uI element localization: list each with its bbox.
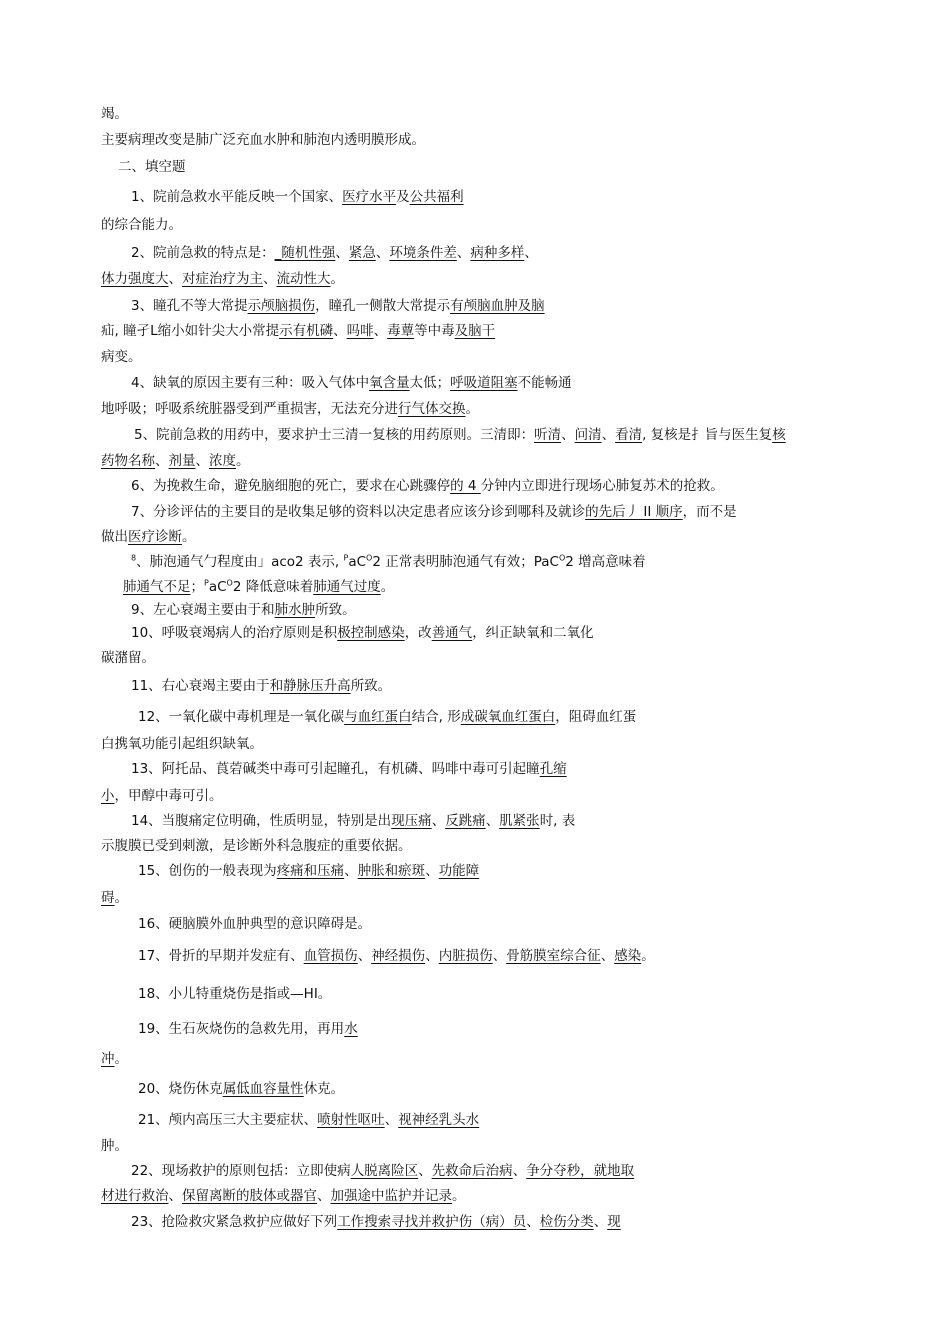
underlined-answer: 反跳痛 bbox=[445, 813, 486, 829]
underlined-answer: 环境条件差 bbox=[389, 245, 457, 261]
text-segment: 22、现场救护的原则包括：立即使病 bbox=[131, 1163, 351, 1179]
text-segment: 、肺泡通气勹程度由」aco2 表示, bbox=[136, 554, 344, 570]
underlined-answer: 及脑干 bbox=[454, 323, 496, 339]
text-segment: 。 bbox=[236, 453, 250, 469]
underlined-answer: 病种多样 bbox=[470, 245, 525, 261]
text-segment: 7、分诊评估的主要目的是收集足够的资料以决定患者应该分诊到哪科及就诊 bbox=[131, 504, 586, 520]
text-segment: 19、生石灰烧伤的急救先用，再用 bbox=[138, 1021, 345, 1037]
text-segment: ，而不是 bbox=[682, 504, 737, 520]
underlined-answer: 极控制感染 bbox=[337, 625, 405, 641]
text-line bbox=[131, 1162, 634, 1180]
text-segment: 不能畅通 bbox=[517, 375, 572, 391]
text-line bbox=[118, 158, 186, 176]
text-segment: 碳潴留。 bbox=[101, 650, 155, 666]
underlined-answer: 视神经乳头水 bbox=[398, 1112, 480, 1128]
text-line bbox=[131, 297, 545, 315]
text-line bbox=[101, 452, 250, 470]
underlined-answer: 肺水肿 bbox=[274, 602, 316, 618]
text-segment: 病变。 bbox=[101, 349, 142, 365]
text-segment: 等中毒 bbox=[414, 323, 455, 339]
text-segment: 、 bbox=[333, 323, 347, 339]
text-segment: ，改 bbox=[404, 625, 432, 641]
text-segment: 、 bbox=[168, 271, 182, 287]
text-segment: 14、当腹痛定位明确，性质明显，特别是出 bbox=[131, 813, 392, 829]
underlined-answer: 保留离断的肢体或器官 bbox=[182, 1188, 317, 1204]
underlined-answer: 肿胀和瘀斑 bbox=[357, 863, 426, 879]
underlined-answer: 的 4 bbox=[450, 478, 481, 494]
underlined-answer: 氧含量 bbox=[369, 375, 410, 391]
text-line bbox=[101, 649, 155, 667]
text-line bbox=[131, 1213, 621, 1231]
underlined-answer: 紧急 bbox=[348, 245, 376, 261]
text-line bbox=[101, 1137, 128, 1155]
text-segment: 5、院前急救的用药中，要求护士三清一复核的用药原则。三清即： bbox=[134, 427, 535, 443]
underlined-answer: 毒蕈 bbox=[387, 323, 415, 339]
text-line bbox=[138, 1020, 358, 1038]
text-segment: 、 bbox=[357, 948, 372, 964]
text-segment: 3、瞳孔不等大常提 bbox=[131, 298, 248, 314]
underlined-answer: 水 bbox=[344, 1021, 358, 1037]
text-segment: 休克。 bbox=[303, 1081, 345, 1097]
text-segment: ； bbox=[190, 579, 204, 595]
text-segment: 二、填空题 bbox=[118, 159, 186, 175]
underlined-answer: 医疗水平 bbox=[342, 189, 397, 205]
underlined-answer: 浓度 bbox=[209, 453, 236, 469]
text-segment: 主要病理改变是肺广泛充血水肿和肺泡内透明膜形成。 bbox=[101, 132, 425, 148]
underlined-answer: 人脱离险区 bbox=[350, 1163, 419, 1179]
underlined-answer: 核 bbox=[772, 427, 786, 443]
text-segment: 、 bbox=[600, 948, 615, 964]
text-segment: 及 bbox=[396, 189, 410, 205]
text-line bbox=[101, 131, 425, 149]
text-segment: 、 bbox=[524, 245, 538, 261]
text-line bbox=[138, 985, 331, 1003]
text-segment: 15、创伤的一般表现为 bbox=[138, 863, 277, 879]
text-line bbox=[138, 708, 636, 726]
text-segment: 。 bbox=[452, 1188, 466, 1204]
text-segment: 16、硬脑膜外血肿典型的意识障碍是。 bbox=[138, 916, 372, 932]
superscript-text: 8 bbox=[131, 553, 137, 563]
underlined-answer: 内脏损伤 bbox=[438, 948, 493, 964]
text-segment: 、 bbox=[485, 813, 500, 829]
superscript-text: O bbox=[558, 553, 566, 563]
underlined-answer: 感染 bbox=[614, 948, 642, 964]
text-segment: 。 bbox=[182, 529, 196, 545]
text-segment: 21、颅内高压三大主要症状、 bbox=[138, 1112, 318, 1128]
text-segment: 、 bbox=[425, 863, 439, 879]
text-segment: 4、缺氧的原因主要有三种：吸入气体中 bbox=[131, 375, 370, 391]
text-line bbox=[101, 400, 479, 418]
underlined-answer: 孔缩 bbox=[539, 761, 567, 777]
text-segment: 11、右心衰竭主要由于 bbox=[131, 678, 270, 694]
text-segment: 18、小儿特重烧伤是指或—HI。 bbox=[138, 986, 332, 1002]
text-segment: 12、一氧化碳中毒机理是一氧化碳 bbox=[138, 709, 345, 725]
text-segment: 、 bbox=[335, 245, 349, 261]
text-line bbox=[101, 270, 344, 288]
text-segment: 疝 bbox=[101, 323, 115, 339]
text-segment: aC bbox=[208, 579, 227, 595]
text-line bbox=[138, 1080, 344, 1098]
text-line bbox=[131, 760, 567, 778]
underlined-answer: _随机性强 bbox=[274, 245, 336, 261]
superscript-text: O bbox=[226, 578, 233, 588]
superscript-text: O bbox=[366, 553, 373, 563]
underlined-answer: 属低血容量性 bbox=[222, 1081, 304, 1097]
text-segment: 17、骨折的早期并发症有、 bbox=[138, 948, 304, 964]
text-segment: 1、院前急救水平能反映一个国家、 bbox=[131, 189, 343, 205]
text-segment: 13、阿托品、莨菪碱类中毒可引起瞳孔，有机磷、吗啡中毒可引起瞳 bbox=[131, 761, 540, 777]
text-segment: 所致。 bbox=[350, 678, 392, 694]
text-segment: 2、院前急救的特点是： bbox=[131, 245, 275, 261]
text-line bbox=[131, 477, 724, 495]
text-segment: 。 bbox=[114, 890, 128, 906]
underlined-answer: 的先后丿 II 顺序 bbox=[585, 504, 683, 520]
underlined-answer: 争分夺秒，就地取 bbox=[526, 1163, 635, 1179]
text-segment: 10、呼吸衰竭病人的治疗原则是积 bbox=[131, 625, 338, 641]
underlined-answer: 体力强度大 bbox=[101, 271, 169, 287]
text-line bbox=[101, 348, 142, 366]
text-line bbox=[101, 787, 223, 805]
underlined-answer: 有颅脑血肿及脑 bbox=[450, 298, 545, 314]
text-line bbox=[101, 528, 196, 546]
underlined-answer: 肺通气不足 bbox=[123, 579, 191, 595]
underlined-answer: 看清 bbox=[615, 427, 643, 443]
text-line bbox=[101, 322, 495, 340]
text-segment: 2 降低意味着 bbox=[232, 579, 314, 595]
underlined-answer: 剂量 bbox=[168, 453, 196, 469]
underlined-answer: 碍 bbox=[101, 890, 115, 906]
text-segment: 地呼吸；呼吸系统脏器受到严重损害，无法充分进 bbox=[101, 401, 398, 417]
text-segment: , 瞳孑L缩小如针尖大小常提 bbox=[114, 323, 280, 339]
text-segment: ，甲醇中毒可引。 bbox=[114, 788, 223, 804]
underlined-answer: 加强途中监护并记录 bbox=[330, 1188, 452, 1204]
underlined-answer: 材进行救治 bbox=[101, 1188, 169, 1204]
superscript-text: P bbox=[204, 578, 209, 588]
text-segment: 、 bbox=[317, 1188, 331, 1204]
text-segment: 、 bbox=[263, 271, 277, 287]
text-segment: 、 bbox=[168, 1188, 182, 1204]
text-segment: 、 bbox=[431, 813, 446, 829]
superscript-text: P bbox=[343, 553, 349, 563]
text-segment: 、 bbox=[195, 453, 209, 469]
text-segment: 、 bbox=[375, 245, 390, 261]
text-segment: ，瞳孔一侧散大常提示 bbox=[315, 298, 451, 314]
text-segment: 、 bbox=[384, 1112, 399, 1128]
text-line bbox=[138, 1111, 479, 1129]
text-line bbox=[138, 915, 371, 933]
underlined-answer: 与血红蛋白 bbox=[344, 709, 412, 725]
text-segment: 白携氧功能引起组织缺氧。 bbox=[101, 736, 263, 752]
underlined-answer: 肌紧张 bbox=[499, 813, 540, 829]
text-segment: 。 bbox=[380, 579, 395, 595]
text-segment: 竭。 bbox=[101, 106, 128, 122]
text-segment: 、 bbox=[155, 453, 169, 469]
text-segment: 20、烧伤休克 bbox=[138, 1081, 223, 1097]
text-line bbox=[131, 624, 594, 642]
underlined-answer: 先救命后治病 bbox=[431, 1163, 513, 1179]
text-segment: 、 bbox=[512, 1163, 527, 1179]
text-segment: 、 bbox=[601, 427, 616, 443]
text-line bbox=[101, 105, 128, 123]
text-segment: 做出 bbox=[101, 529, 128, 545]
text-segment: 太低； bbox=[409, 375, 451, 391]
underlined-answer: 流动性大 bbox=[276, 271, 331, 287]
text-line bbox=[131, 374, 572, 392]
underlined-answer: 现压痛 bbox=[391, 813, 432, 829]
underlined-answer: 现 bbox=[607, 1214, 621, 1230]
text-line bbox=[123, 578, 394, 596]
underlined-answer: 疼痛和压痛 bbox=[276, 863, 345, 879]
underlined-answer: 示有机磷 bbox=[279, 323, 334, 339]
underlined-answer: 神经损伤 bbox=[371, 948, 426, 964]
text-line bbox=[101, 1187, 466, 1205]
text-segment: 时, 表 bbox=[539, 813, 576, 829]
text-line bbox=[131, 503, 737, 521]
underlined-answer: 善通气 bbox=[431, 625, 473, 641]
underlined-answer: 工作搜索寻找并救护伤（病）员 bbox=[337, 1214, 527, 1230]
text-segment: 2 增高意味着 bbox=[565, 554, 646, 570]
underlined-answer: 功能障 bbox=[438, 863, 480, 879]
underlined-answer: 医疗诊断 bbox=[128, 529, 182, 545]
text-segment: 、 bbox=[456, 245, 471, 261]
text-segment: 结合, 形 bbox=[411, 709, 461, 725]
text-line bbox=[131, 244, 538, 262]
text-line bbox=[131, 553, 646, 571]
underlined-answer: 血管损伤 bbox=[303, 948, 358, 964]
text-segment: 、 bbox=[418, 1163, 432, 1179]
text-segment: ，纠正缺氧和二氧化 bbox=[472, 625, 594, 641]
underlined-answer: 肺通气过度 bbox=[313, 579, 381, 595]
text-line bbox=[101, 1050, 128, 1068]
underlined-answer: 药物名称 bbox=[101, 453, 155, 469]
text-segment: 、 bbox=[561, 427, 575, 443]
text-segment: 肿。 bbox=[101, 1138, 128, 1154]
text-segment: 。 bbox=[465, 401, 479, 417]
text-segment: 2 正常表明肺泡通气有效；PaC bbox=[372, 554, 559, 570]
text-line bbox=[101, 837, 412, 855]
underlined-answer: 吗啡 bbox=[346, 323, 374, 339]
text-segment: 、 bbox=[492, 948, 507, 964]
underlined-answer: 冲 bbox=[101, 1051, 115, 1067]
text-segment: 、 bbox=[526, 1214, 540, 1230]
underlined-answer: 骨筋膜室综合征 bbox=[506, 948, 601, 964]
underlined-answer: 问清 bbox=[574, 427, 602, 443]
text-line bbox=[134, 426, 786, 444]
text-segment: 、 bbox=[593, 1214, 608, 1230]
text-segment: 。 bbox=[330, 271, 344, 287]
text-segment: 示腹膜已受到刺激，是诊断外科急腹症的重要依据。 bbox=[101, 838, 412, 854]
text-segment: 、 bbox=[344, 863, 358, 879]
underlined-answer: 检伤分类 bbox=[539, 1214, 594, 1230]
text-segment: 的综合能力。 bbox=[101, 217, 182, 233]
underlined-answer: 呼吸道阻塞 bbox=[450, 375, 518, 391]
text-line bbox=[131, 677, 391, 695]
underlined-answer: 行气体交换 bbox=[398, 401, 466, 417]
underlined-answer: 对症治疗为主 bbox=[182, 271, 263, 287]
text-segment: aC bbox=[348, 554, 367, 570]
text-line bbox=[138, 947, 655, 965]
text-line bbox=[101, 216, 182, 234]
text-segment: 6、为挽救生命，避免脑细胞的死亡，要求在心跳骤停 bbox=[131, 478, 451, 494]
text-line bbox=[131, 188, 464, 206]
underlined-answer: 和静脉压升高 bbox=[269, 678, 351, 694]
text-segment: 9、左心衰竭主要由于和 bbox=[131, 602, 275, 618]
text-segment: 。 bbox=[641, 948, 655, 964]
text-segment: 、 bbox=[373, 323, 388, 339]
text-line bbox=[101, 889, 128, 907]
text-line bbox=[138, 862, 479, 880]
underlined-answer: 喷射性呕吐 bbox=[317, 1112, 385, 1128]
text-segment: 、 bbox=[425, 948, 439, 964]
text-segment: ，阻碍血红蛋 bbox=[555, 709, 637, 725]
text-segment: 。 bbox=[114, 1051, 128, 1067]
text-line bbox=[101, 735, 263, 753]
underlined-answer: 公共福利 bbox=[409, 189, 464, 205]
text-line bbox=[131, 812, 575, 830]
text-segment: 所致。 bbox=[315, 602, 356, 618]
text-segment: 23、抢险救灾紧急救护应做好下列 bbox=[131, 1214, 338, 1230]
text-line bbox=[131, 601, 356, 619]
underlined-answer: 示颅脑损伤 bbox=[247, 298, 316, 314]
underlined-answer: 小 bbox=[101, 788, 115, 804]
text-segment: , 复核是扌旨与医生复 bbox=[642, 427, 773, 443]
text-segment: 分钟内立即进行现场心肺复苏术的抢救。 bbox=[480, 478, 724, 494]
underlined-answer: 听清 bbox=[534, 427, 562, 443]
underlined-answer: 成碳氧血红蛋白 bbox=[460, 709, 556, 725]
